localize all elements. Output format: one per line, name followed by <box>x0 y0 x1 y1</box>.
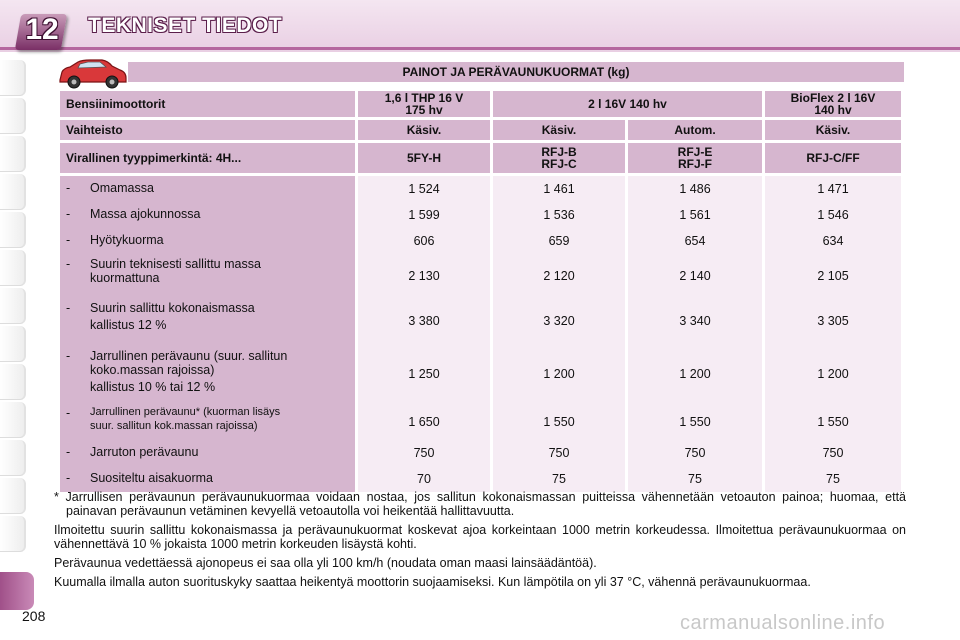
type-cell <box>493 143 625 173</box>
type-cell <box>765 143 901 173</box>
car-icon <box>56 58 128 90</box>
engine-label: Bensiinimoottorit <box>60 91 355 117</box>
watermark: carmanualsonline.info <box>680 612 886 634</box>
row-label: - Hyötykuorma <box>66 233 164 247</box>
value-column: 1 461 1 536 659 2 120 3 320 1 200 1 550 750 75 <box>493 176 625 492</box>
type-cell-line: RFJ-C <box>541 157 577 171</box>
chapter-tab[interactable] <box>0 250 26 286</box>
note-speed: Perävaunua vedettäessä ajonopeus ei saa olla yli 100 km/h (noudata oman maasi lainsäädäntöä). <box>54 556 597 570</box>
chapter-tab[interactable] <box>0 136 26 172</box>
chapter-tab[interactable] <box>0 288 26 324</box>
chapter-tabs <box>0 60 30 600</box>
gearbox-cell: Autom. <box>628 120 762 140</box>
chapter-tab[interactable] <box>0 478 26 514</box>
chapter-tab[interactable] <box>0 326 26 362</box>
note-footnote: * Jarrullisen perävaunun perävaunukuormaa voidaan nostaa, jos sallitun kokonaismassan puitteissa vähennetään vetoauton painoa; huomaa, että painavan perävaunun vetäminen kevyellä vetoautolla voi heikentää hallittavuutta. <box>54 490 906 518</box>
chapter-number: 12 <box>25 13 59 46</box>
type-cell <box>358 143 490 173</box>
engine-cell-line: 140 hv <box>814 103 852 117</box>
engine-row <box>60 91 901 117</box>
gearbox-row <box>60 120 901 140</box>
chapter-tab-active[interactable] <box>0 572 34 610</box>
row-label: - Suurin sallittu kokonaismassa kallistus 12 % <box>66 301 255 332</box>
gearbox-label: Vaihteisto <box>60 120 355 140</box>
table-caption: PAINOT JA PERÄVAUNUKUORMAT (kg) <box>128 62 904 82</box>
value-column: 1 524 1 599 606 2 130 3 380 1 250 1 650 750 70 <box>358 176 490 492</box>
type-cell-line: RFJ-E <box>677 145 713 159</box>
notes <box>54 490 906 594</box>
gearbox-cell: Käsiv. <box>493 120 625 140</box>
note-altitude: Ilmoitettu suurin sallittu kokonaismassa ja perävaunukuormat koskevat ajoa korkeintaan 1000 metrin korkeudessa. Ilmoitettua perävaunukuormaa on vähennettävä 10 % jokaista 1000 metrin korkeuden lisäystä kohti. <box>54 523 906 551</box>
value-column: 1 486 1 561 654 2 140 3 340 1 200 1 550 750 75 <box>628 176 762 492</box>
type-row <box>60 143 901 173</box>
chapter-tab[interactable] <box>0 60 26 96</box>
page-title: TEKNISET TIEDOT <box>88 14 283 37</box>
table-body <box>60 176 901 492</box>
type-cell-line: RFJ-B <box>541 145 577 159</box>
type-cell <box>628 143 762 173</box>
chapter-tab[interactable] <box>0 440 26 476</box>
page-number: 208 <box>22 608 46 624</box>
row-label: - Jarrullinen perävaunu (suur. sallitun koko.massan rajoissa) kallistus 10 % tai 12 % <box>66 349 288 394</box>
chapter-tab[interactable] <box>0 364 26 400</box>
chapter-tab[interactable] <box>0 402 26 438</box>
type-cell-line: 5FY-H <box>406 151 441 165</box>
engine-cell <box>493 91 762 117</box>
chapter-tab[interactable] <box>0 174 26 210</box>
engine-cell <box>358 91 490 117</box>
engine-cell-line: BioFlex 2 l 16V <box>790 91 876 105</box>
row-label: - Suurin teknisesti sallittu massa kuormattuna <box>66 257 261 285</box>
chapter-tab[interactable] <box>0 516 26 552</box>
header-divider <box>0 47 960 50</box>
engine-cell-line: 175 hv <box>405 103 443 117</box>
weights-table <box>57 88 904 495</box>
row-label: - Jarruton perävaunu <box>66 445 199 459</box>
type-cell-line: RFJ-C/FF <box>806 151 860 165</box>
gearbox-cell: Käsiv. <box>358 120 490 140</box>
engine-cell-line: 2 l 16V 140 hv <box>588 97 667 111</box>
row-labels <box>60 176 355 492</box>
row-label: - Suositeltu aisakuorma <box>66 471 213 485</box>
type-label: Virallinen tyyppimerkintä: 4H... <box>60 143 355 173</box>
note-heat: Kuumalla ilmalla auton suorituskyky saattaa heikentyä moottorin suojaamiseksi. Kun lämpötila on yli 37 °C, vähennä perävaunukuormaa. <box>54 575 811 589</box>
gearbox-cell: Käsiv. <box>765 120 901 140</box>
row-label: - Omamassa <box>66 181 154 195</box>
engine-cell <box>765 91 901 117</box>
type-cell-line: RFJ-F <box>678 157 712 171</box>
chapter-tab[interactable] <box>0 98 26 134</box>
engine-cell-line: 1,6 l THP 16 V <box>384 91 464 105</box>
chapter-tab[interactable] <box>0 212 26 248</box>
row-label: - Massa ajokunnossa <box>66 207 201 221</box>
row-label: - Jarrullinen perävaunu* (kuorman lisäys suur. sallitun kok.massan rajoissa) <box>66 406 281 432</box>
value-column: 1 471 1 546 634 2 105 3 305 1 200 1 550 750 75 <box>765 176 901 492</box>
